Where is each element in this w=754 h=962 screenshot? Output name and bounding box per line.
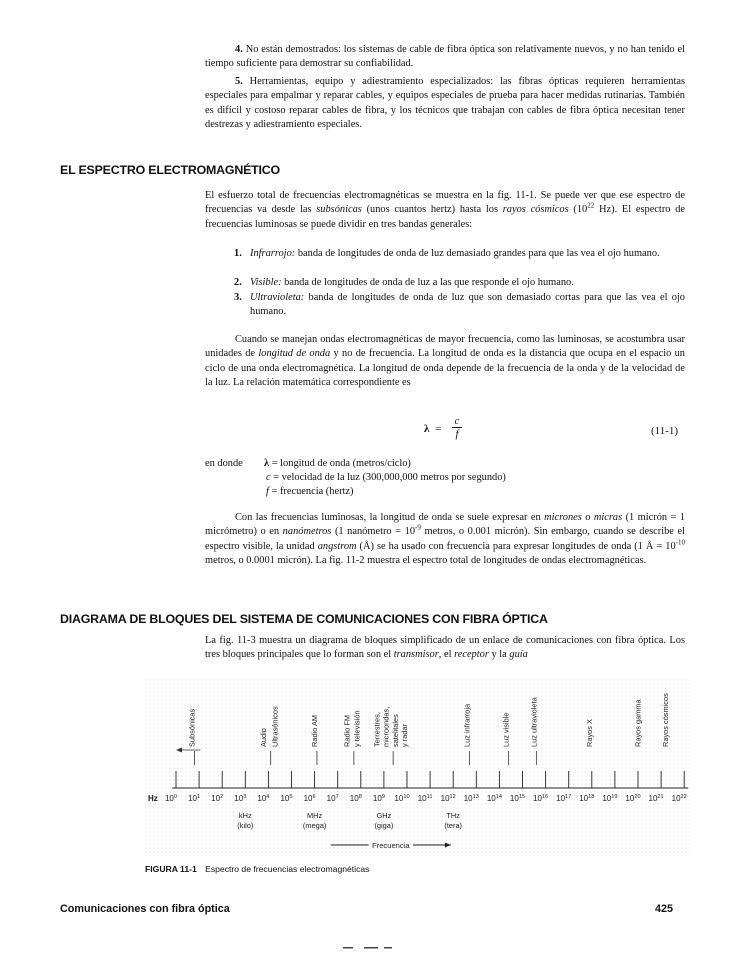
equation-fraction xyxy=(452,415,462,440)
equation-numerator: c xyxy=(454,415,460,427)
tick-label: $10^{20}$ xyxy=(625,794,641,803)
where-item xyxy=(266,485,354,499)
band-label: y televisión xyxy=(352,710,362,747)
equation-equals: = xyxy=(435,423,442,435)
block-diagram-paragraph xyxy=(205,634,685,663)
where-item xyxy=(264,457,411,471)
unit-name: (tera) xyxy=(444,821,463,830)
tick-label: $10^{19}$ xyxy=(602,794,618,803)
tick-label: $10^{13}$ xyxy=(463,794,479,803)
band-item-infrared xyxy=(234,247,685,261)
where-item xyxy=(266,471,506,485)
tick-label: $10^1$ xyxy=(188,794,201,803)
text-italic: nanómetros xyxy=(282,526,332,538)
text-run: Cuando se manejan ondas electromagnéticas de mayor frecuencia, como las luminosas, se acostumbra usar unidades de xyxy=(205,334,685,360)
tick-label: $10^3$ xyxy=(234,794,247,803)
tick-label: $10^9$ xyxy=(372,794,385,803)
intro-item-title: No están demostrados: xyxy=(245,44,341,55)
band-label: y radar xyxy=(400,723,409,747)
text-run: , el xyxy=(438,649,455,661)
band-label: Radio FM xyxy=(342,714,352,747)
spectrum-paragraph-3 xyxy=(205,511,685,569)
figure-caption xyxy=(145,864,369,874)
unit-abbr: GHz xyxy=(376,811,392,820)
page-number: 425 xyxy=(655,903,674,915)
band-label: Luz infrarroja xyxy=(462,703,472,747)
band-name: Ultravioleta: xyxy=(250,292,305,303)
unit-abbr: kHz xyxy=(238,811,252,820)
footer-title: Comunicaciones con fibra óptica xyxy=(60,903,230,915)
text-run: y no de frecuencia. La longitud de onda es la distancia que ocupa en el espacio un ciclo de una onda electromagnética. La longitud de onda depende de la frecuencia de la onda y de la velocidad de la luz. La relación matemática correspondiente es xyxy=(205,348,685,389)
text-italic: subsónicas xyxy=(316,204,362,216)
tick-label: $10^0$ xyxy=(164,794,178,803)
superscript: -9 xyxy=(415,523,421,532)
text-run: (1 micrón = 1 micrómetro) o en xyxy=(205,512,686,538)
band-text: banda de longitudes de onda de luz demasiado grandes para que las vea el ojo humano. xyxy=(295,248,660,259)
spectrum-paragraph-2 xyxy=(205,333,685,391)
tick-label: $10^{12}$ xyxy=(440,794,456,803)
band-number: 2. xyxy=(234,277,242,288)
band-name: Infrarrojo: xyxy=(250,248,296,259)
caption-number: FIGURA 11-1 xyxy=(145,864,197,874)
where-text: = longitud de onda (metros/ciclo) xyxy=(269,458,411,469)
intro-item-text: los sistemas de cable de fibra óptica son relativamente nuevos, y no han tenido el tiempo suficiente para demostrar su confiabilidad. xyxy=(205,44,686,70)
tick-label: $10^{17}$ xyxy=(556,794,572,803)
text-run: Hz). El espectro de frecuencias luminosas se puede dividir en tres bandas generales: xyxy=(205,204,686,230)
text-run: (unos cuantos hertz) hasta los xyxy=(361,204,503,216)
where-symbol: λ xyxy=(264,458,270,469)
unit-abbr: THz xyxy=(446,811,460,820)
band-name: Visible: xyxy=(250,277,282,288)
text-run: y la xyxy=(488,649,510,661)
tick-label: $10^{10}$ xyxy=(394,794,410,803)
unit-name: (mega) xyxy=(302,821,327,830)
equation-label: (11-1) xyxy=(651,425,679,437)
text-italic: longitud de onda xyxy=(258,348,331,360)
caption-text: Espectro de frecuencias electromagnéticas xyxy=(205,864,370,874)
band-label: Ultrasónicos xyxy=(270,706,280,747)
text-italic: micras xyxy=(593,512,623,523)
tick-label: $10^4$ xyxy=(257,794,270,803)
tick-label: $10^5$ xyxy=(280,794,293,803)
figure-background xyxy=(145,677,690,855)
text-run: o xyxy=(581,512,594,523)
section-heading-spectrum: EL ESPECTRO ELECTROMAGNÉTICO xyxy=(60,163,280,177)
tick-label: $10^{21}$ xyxy=(648,794,664,803)
band-label: Rayos X xyxy=(584,719,594,747)
frequency-label: Frecuencia xyxy=(372,840,410,850)
where-symbol: c xyxy=(266,472,271,483)
band-label: Subsónicas xyxy=(187,708,197,747)
band-item-ultraviolet xyxy=(234,291,685,320)
superscript: 22 xyxy=(587,201,595,210)
text-italic: guía xyxy=(509,649,528,661)
where-text: = velocidad de la luz (300,000,000 metros por segundo) xyxy=(270,472,506,483)
text-run: Con las frecuencias luminosas, la longitud de onda se suele expresar en xyxy=(235,512,545,523)
band-text: banda de longitudes de onda de luz a las que responde el ojo humano. xyxy=(281,277,574,288)
where-label: en donde xyxy=(205,458,243,469)
intro-item-4 xyxy=(205,43,685,72)
band-text: banda de longitudes de onda de luz que son demasiado cortas para que las vea el ojo humano. xyxy=(250,292,685,318)
tick-label: $10^{11}$ xyxy=(417,794,433,803)
text-run: metros, o 0.0001 micrón). La fig. 11-2 muestra el espectro total de longitudes de ondas electromagnéticas. xyxy=(205,555,647,567)
text-italic: angstrom xyxy=(317,540,357,552)
band-label: Radio AM xyxy=(309,714,319,747)
unit-name: (giga) xyxy=(374,821,394,830)
text-run: La fig. 11-3 muestra un diagrama de bloques simplificado de un enlace de comunicaciones con fibra óptica. Los tres bloques principales que lo forman son el xyxy=(205,635,685,661)
band-label: Rayos cósmicos xyxy=(661,693,671,747)
intro-item-number: 5. xyxy=(235,76,243,87)
band-label: satelitales xyxy=(390,714,400,747)
spectrum-paragraph-1 xyxy=(205,189,685,232)
where-symbol: f xyxy=(266,486,269,497)
where-text: = frecuencia (hertz) xyxy=(268,486,354,497)
text-run: El esfuerzo total de frecuencias electromagnéticas se muestra en la fig. 11-1. Se puede ver que ese espectro de frecuencias va desde las xyxy=(205,190,685,216)
hz-label: Hz xyxy=(148,794,158,803)
intro-item-title: Herramientas, equipo y adiestramiento especializados: xyxy=(249,76,494,87)
band-label: Audio xyxy=(259,728,269,747)
band-label: Terrestres, xyxy=(372,712,382,747)
tick-label: $10^{15}$ xyxy=(509,794,526,803)
text-italic: transmisor xyxy=(393,649,439,661)
band-label: Luz ultravioleta xyxy=(529,697,539,747)
spectrum-figure xyxy=(145,675,690,865)
superscript: -10 xyxy=(675,538,685,547)
equation-symbol: λ xyxy=(424,423,430,435)
band-label: microondas, xyxy=(381,706,391,747)
band-item-visible xyxy=(234,276,685,290)
text-italic: receptor xyxy=(454,649,489,661)
intro-item-number: 4. xyxy=(235,44,243,55)
unit-abbr: MHz xyxy=(306,811,323,820)
text-run: (10 xyxy=(568,204,588,216)
band-number: 3. xyxy=(234,292,242,303)
band-label: Rayos gamma xyxy=(633,699,643,747)
tick-label: $10^6$ xyxy=(303,794,316,803)
band-number: 1. xyxy=(234,248,242,259)
tick-label: $10^{22}$ xyxy=(671,794,687,803)
text-italic: rayos cósmicos xyxy=(502,204,569,216)
text-run: (Å) se ha usado con frecuencia para expresar longitudes de onda (1 Å = 10 xyxy=(356,540,676,552)
intro-item-5 xyxy=(205,75,685,133)
tick-label: $10^7$ xyxy=(326,794,339,803)
tick-label: $10^{16}$ xyxy=(533,794,549,803)
intro-item-text: las fibras ópticas requieren herramientas especiales para empalmar y reparar cables, y equipos especiales de prueba para hacer medidas rutinarias. También es difícil y costoso reparar cables de fibra, y los técnicos que trabajan con cables de fibra óptica necesitan tener destrezas y adiestramiento especiales. xyxy=(205,76,685,131)
tick-label: $10^{18}$ xyxy=(579,794,595,803)
tick-label: $10^2$ xyxy=(211,794,224,803)
text-run: (1 nanómetro = 10 xyxy=(331,526,416,538)
section-heading-block-diagram: DIAGRAMA DE BLOQUES DEL SISTEMA DE COMUNICACIONES CON FIBRA ÓPTICA xyxy=(60,612,548,626)
cropped-marks xyxy=(340,944,400,950)
band-label: Luz visible xyxy=(501,712,511,747)
equation-lambda xyxy=(424,423,444,435)
text-run: metros, o 0.001 micrón). Sin embargo, cuando se describe el espectro visible, la unidad xyxy=(205,526,685,552)
equation-denominator: f xyxy=(455,428,459,440)
tick-label: $10^8$ xyxy=(349,794,362,803)
unit-name: (kilo) xyxy=(237,821,254,830)
tick-label: $10^{14}$ xyxy=(486,794,502,803)
text-italic: micrones xyxy=(544,512,582,523)
